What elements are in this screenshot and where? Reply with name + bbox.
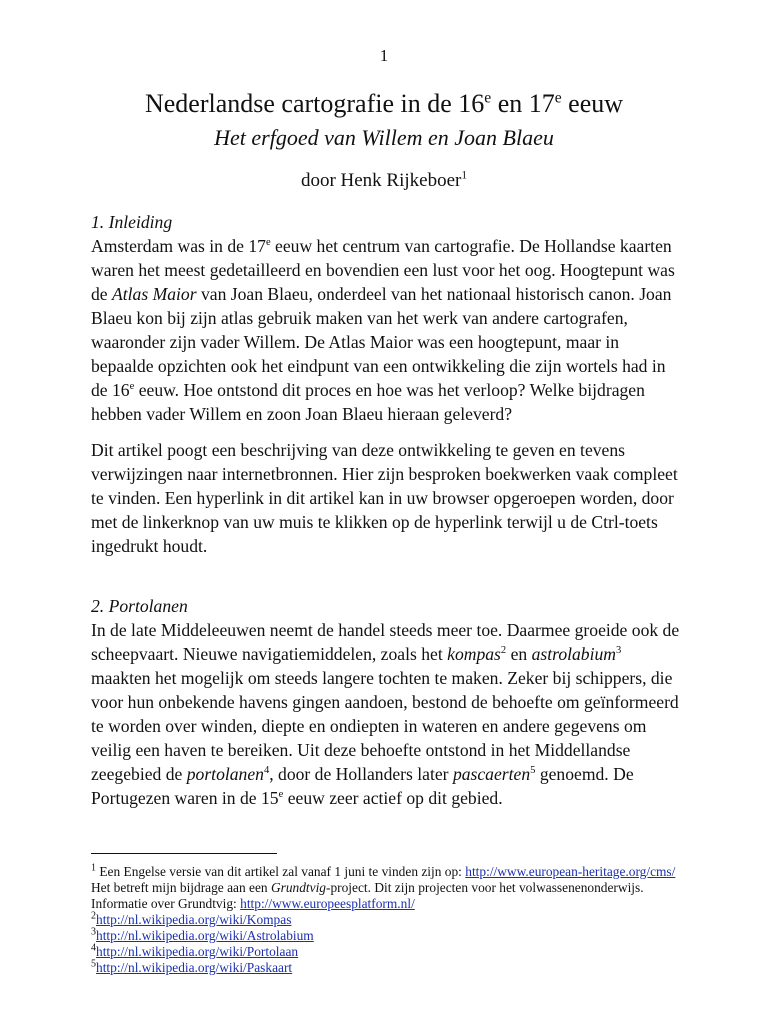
footnote-number: 1 — [91, 862, 97, 874]
footnote-number: 4 — [91, 942, 97, 954]
footnote-ref[interactable]: 4 — [263, 765, 270, 777]
footnote-ref[interactable]: 5 — [530, 765, 536, 777]
footnote-1 — [91, 864, 691, 880]
author-line — [0, 170, 768, 192]
italic-astrolabium: astrolabium — [531, 644, 616, 664]
european-heritage-link[interactable]: http://www.european-heritage.org/cms/ — [465, 864, 676, 879]
text-run: maakten het mogelijk om steeds langere tochten te maken. Zeker bij schippers, die voor hun onbekende havens gingen aandoen, bestond de behoefte om geïnformeerd te worden over winden, diepte en ondiepten in wateren en andere gegevens om veilig een haven te bereiken. Uit deze behoefte ontstond in het Middellandse zeegebied de — [91, 668, 679, 784]
section-heading-2: 2. Portolanen — [91, 596, 188, 616]
footnote-3 — [91, 928, 691, 944]
astrolabium-link[interactable]: http://nl.wikipedia.org/wiki/Astrolabium — [96, 928, 314, 943]
kompas-link[interactable]: http://nl.wikipedia.org/wiki/Kompas — [96, 912, 292, 927]
italic-grundtvig: Grundtvig — [270, 880, 326, 895]
footnote-text: -project. Dit zijn projecten voor het volwassenenonderwijs. Informatie over Grundtvig: — [91, 880, 644, 911]
page-number: 1 — [379, 46, 389, 65]
text-run: genoemd. De Portugezen waren in de 15 — [91, 764, 634, 808]
text-run: eeuw het centrum van cartografie. De Hollandse kaarten waren het meest gedetailleerd en bovendien een lust voor het oog. Hoogtepunt was de — [91, 236, 675, 304]
author-name: door Henk Rijkeboer — [300, 170, 462, 191]
footnote-4 — [91, 944, 691, 960]
footnote-number: 3 — [91, 926, 97, 938]
footnote-number: 5 — [91, 958, 97, 970]
footnote-1-cont — [91, 880, 691, 912]
footnote-ref[interactable]: 2 — [500, 645, 507, 657]
title-sup-2: e — [554, 89, 562, 107]
footnote-text: Een Engelse versie van dit artikel zal vanaf 1 juni te vinden zijn op: — [96, 864, 466, 879]
superscript: e — [129, 381, 135, 393]
paskaart-link[interactable]: http://nl.wikipedia.org/wiki/Paskaart — [96, 960, 293, 975]
superscript: e — [265, 237, 271, 249]
text-run: en — [506, 644, 532, 664]
title-part-2: en 17 — [491, 89, 555, 118]
text-run: , door de Hollanders later — [269, 764, 453, 784]
section-portolanen — [91, 594, 681, 810]
footnote-ref[interactable]: 3 — [616, 645, 622, 657]
text-run: eeuw zeer actief op dit gebied. — [283, 788, 503, 808]
text-run: eeuw. Hoe ontstond dit proces en hoe was het verloop? Welke bijdragen hebben vader Willem en zoon Joan Blaeu hieraan geleverd? — [91, 380, 645, 424]
footnote-2 — [91, 912, 691, 928]
page-title — [0, 88, 768, 120]
title-part-3: eeuw — [561, 89, 624, 118]
text-run: van Joan Blaeu, onderdeel van het nationaal historisch canon. Joan Blaeu kon bij zijn atlas gebruik maken van het werk van andere cartografen, waaronder zijn vader Willem. De Atlas Maior was een hoogtepunt, maar in bepaalde opzichten ook het eindpunt van een ontwikkeling die zijn wortels had in de 16 — [91, 284, 672, 400]
title-sup-1: e — [484, 89, 492, 107]
footnote-text: Het betreft mijn bijdrage aan een — [91, 880, 271, 895]
europeesplatform-link[interactable]: http://www.europeesplatform.nl/ — [240, 896, 415, 911]
paragraph-2: Dit artikel poogt een beschrijving van deze ontwikkeling te geven en tevens verwijzingen naar internetbronnen. Hier zijn besproken boekwerken vaak compleet te vinden. Een hyperlink in dit artikel kan in uw browser opgeroepen worden, door met de linkerknop van uw muis te klikken op de hyperlink terwijl u de Ctrl-toets ingedrukt houdt. — [91, 440, 678, 556]
paragraph-3 — [91, 618, 681, 810]
paragraph-1 — [91, 234, 681, 426]
superscript: e — [278, 789, 284, 801]
footnotes — [91, 864, 691, 976]
portolaan-link[interactable]: http://nl.wikipedia.org/wiki/Portolaan — [96, 944, 299, 959]
footnote-divider — [91, 853, 277, 854]
title-part-1: Nederlandse cartografie in de 16 — [144, 89, 485, 118]
page-subtitle: Het erfgoed van Willem en Joan Blaeu — [214, 125, 554, 150]
section-inleiding — [91, 210, 681, 558]
footnote-number: 2 — [91, 910, 97, 922]
footnote-5 — [91, 960, 691, 976]
text-run: Amsterdam was in de 17 — [91, 236, 266, 256]
text-run: In de late Middeleeuwen neemt de handel steeds meer toe. Daarmee groeide ook de scheepvaart. Nieuwe navigatiemiddelen, zoals het — [91, 620, 680, 664]
italic-portolanen: portolanen — [186, 764, 264, 784]
italic-pascaerten: pascaerten — [452, 764, 531, 784]
italic-kompas: kompas — [447, 644, 501, 664]
author-footnote-ref: 1 — [461, 169, 468, 182]
italic-atlas-maior: Atlas Maior — [112, 284, 197, 304]
section-heading-1: 1. Inleiding — [91, 212, 173, 232]
